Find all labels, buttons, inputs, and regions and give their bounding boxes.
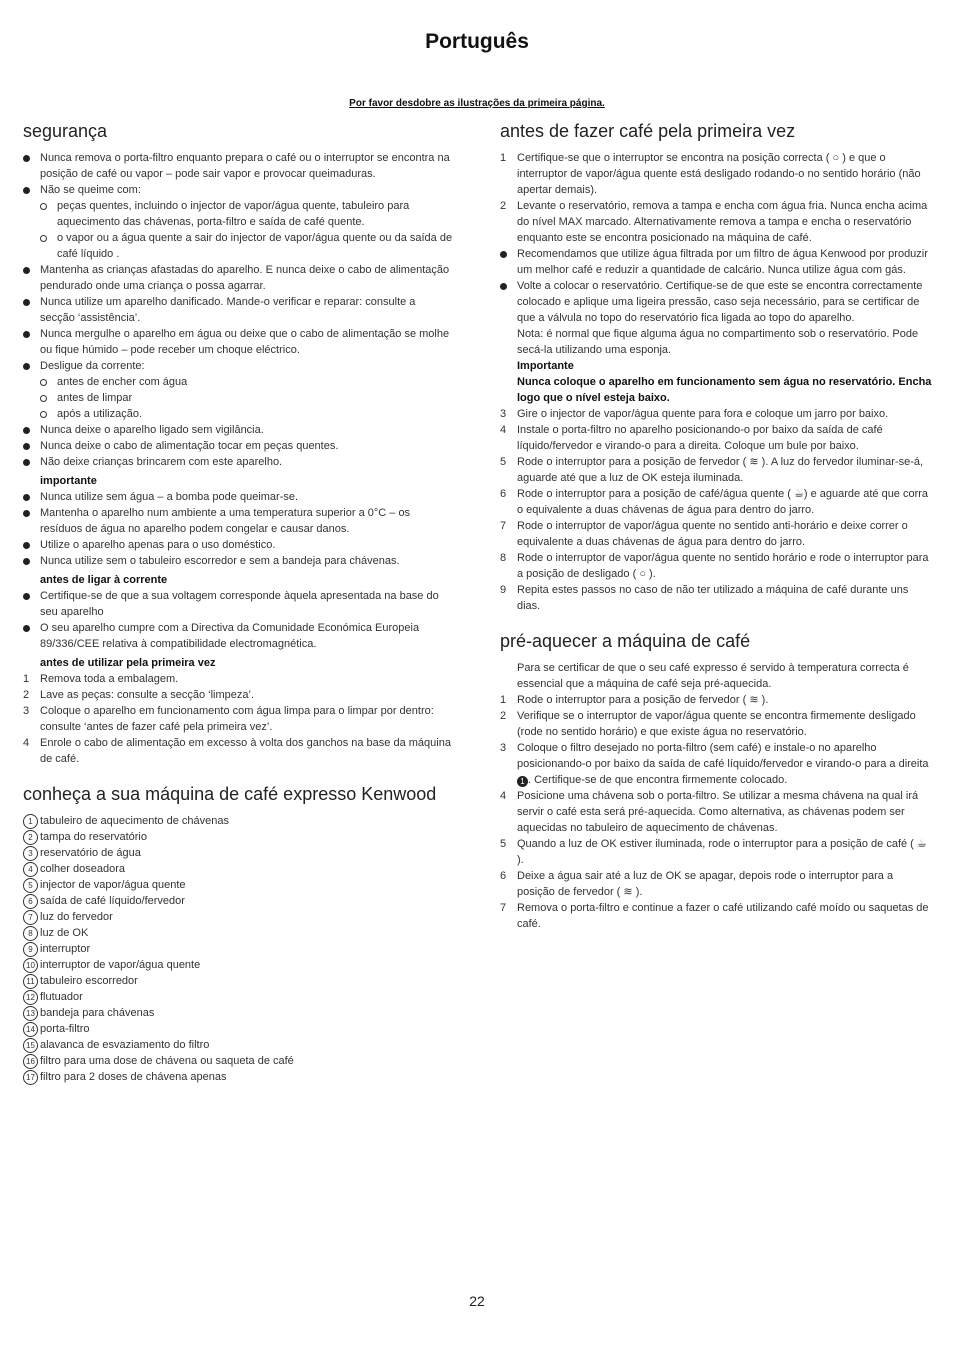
bullet-text: Volte a colocar o reservatório. Certifique-se de que este se encontra correctamente colocado e aplique uma ligeira pressão, caso seja necessário, para se certificar de que a válvula no topo do reservatório fica ligada ao topo do aparelho. — [517, 280, 923, 324]
part-number-badge: 14 — [23, 1022, 38, 1037]
step-item — [500, 550, 932, 582]
unfold-note: Por favor desdobre as ilustrações da primeira página. — [349, 98, 605, 109]
bullet-text: Nunca mergulhe o aparelho em água ou deixe que o cabo de alimentação se molhe ou fique húmido – pode receber um choque eléctrico. — [40, 328, 450, 356]
bullet-item — [23, 182, 453, 198]
part-label: interruptor de vapor/água quente — [40, 959, 201, 971]
part-number-badge: 4 — [23, 862, 38, 877]
bullet-text: Mantenha as crianças afastadas do aparelho. E nunca deixe o cabo de alimentação pendurado onde uma criança o possa agarrar. — [40, 264, 450, 292]
step-text: Instale o porta-filtro no aparelho posicionando-o por baixo da saída de café líquido/fervedor e virando-o para a direita. Coloque um bule por baixo. — [517, 424, 883, 452]
step-text: Rode o interruptor para a posição de fervedor ( — [517, 456, 747, 468]
part-label: bandeja para chávenas — [40, 1007, 155, 1019]
part-item — [23, 877, 453, 893]
hollow-bullet-icon — [40, 235, 47, 242]
part-label: saída de café líquido/fervedor — [40, 895, 185, 907]
part-number-badge: 9 — [23, 942, 38, 957]
part-item — [23, 1021, 453, 1037]
step-item — [500, 582, 932, 614]
part-item — [23, 909, 453, 925]
step-item — [500, 692, 932, 708]
hollow-bullet-icon — [40, 411, 47, 418]
bullet-text: Nunca deixe o aparelho ligado sem vigilância. — [40, 424, 264, 436]
bullet-icon — [23, 459, 30, 466]
bullet-text: peças quentes, incluindo o injector de vapor/água quente, tabuleiro para aquecimento das chávenas, porta-filtro e saída de café quente. — [57, 200, 410, 228]
bullet-text: Nunca remova o porta-filtro enquanto prepara o café ou o interruptor se encontra na posição de café ou vapor – pode sair vapor e provocar queimaduras. — [40, 152, 450, 180]
part-number-badge: 2 — [23, 830, 38, 845]
part-number-badge: 6 — [23, 894, 38, 909]
bullet-text: Nunca utilize um aparelho danificado. Mande-o verificar e reparar: consulte a secção ‘assistência’. — [40, 296, 416, 324]
bullet-text: Nunca utilize sem água – a bomba pode queimar-se. — [40, 491, 299, 503]
step-text: ). — [761, 694, 769, 706]
ligar-label: antes de ligar à corrente — [40, 574, 168, 586]
part-number-badge: 7 — [23, 910, 38, 925]
bullet-icon — [23, 625, 30, 632]
bullet-icon — [23, 593, 30, 600]
step-number: 8 — [500, 552, 507, 564]
step-number: 3 — [500, 742, 507, 754]
bullet-text: Desligue da corrente: — [40, 360, 145, 372]
boiler-symbol-icon: ≋ — [749, 456, 759, 468]
bullet-icon — [500, 251, 507, 258]
bullet-icon — [23, 427, 30, 434]
step-number: 2 — [500, 200, 507, 212]
part-item — [23, 1053, 453, 1069]
part-number-badge: 15 — [23, 1038, 38, 1053]
part-label: colher doseadora — [40, 863, 126, 875]
step-item — [23, 735, 453, 767]
step-item — [23, 687, 453, 703]
step-text: ). — [517, 854, 524, 866]
step-number: 5 — [500, 838, 507, 850]
step-number: 7 — [500, 902, 507, 914]
section-heading-conheca: conheça a sua máquina de café expresso Kenwood — [23, 784, 437, 804]
step-item — [500, 454, 932, 486]
sub-bullet-item — [40, 374, 453, 390]
importante-label: Importante — [517, 360, 574, 372]
part-label: alavanca de esvaziamento do filtro — [40, 1039, 210, 1051]
part-label: tabuleiro escorredor — [40, 975, 138, 987]
part-item — [23, 1005, 453, 1021]
bullet-icon — [23, 494, 30, 501]
importante-label: importante — [40, 475, 97, 487]
bullet-icon — [23, 187, 30, 194]
step-number: 1 — [23, 673, 30, 685]
step-item — [500, 198, 932, 246]
part-number-badge: 5 — [23, 878, 38, 893]
step-number: 4 — [500, 424, 507, 436]
step-text: Coloque o aparelho em funcionamento com água limpa para o limpar por dentro: consulte ‘antes de fazer café pela primeira vez’. — [40, 705, 434, 733]
boiler-symbol-icon: ≋ — [749, 694, 759, 706]
part-label: tabuleiro de aquecimento de chávenas — [40, 815, 229, 827]
coffee-cup-icon: ☕ — [794, 488, 804, 500]
bullet-text: Nunca deixe o cabo de alimentação tocar em peças quentes. — [40, 440, 339, 452]
bullet-icon — [23, 558, 30, 565]
bullet-text: Não deixe crianças brincarem com este aparelho. — [40, 456, 283, 468]
step-text: Deixe a água sair até a luz de OK se apagar, depois rode o interruptor para a posição de fervedor ( — [517, 870, 894, 898]
section-heading-seguranca: segurança — [23, 121, 108, 141]
step-number: 5 — [500, 456, 507, 468]
step-text: Lave as peças: consulte a secção ‘limpeza’. — [40, 689, 255, 701]
bullet-text: Recomendamos que utilize água filtrada por um filtro de água Kenwood por produzir um melhor café e reduzir a quantidade de calcário. Nunca utilize água com gás. — [517, 248, 928, 276]
boiler-symbol-icon: ≋ — [623, 886, 633, 898]
off-symbol-icon: ○ — [832, 152, 840, 164]
sub-bullet-item — [40, 406, 453, 422]
bullet-item — [23, 150, 453, 182]
bullet-item — [23, 505, 453, 537]
sub-bullet-item — [40, 390, 453, 406]
bullet-text: antes de encher com água — [57, 376, 188, 388]
step-item — [500, 836, 932, 868]
part-label: interruptor — [40, 943, 91, 955]
part-item — [23, 829, 453, 845]
part-item — [23, 957, 453, 973]
bullet-text: Não se queime com: — [40, 184, 141, 196]
bullet-text: após a utilização. — [57, 408, 142, 420]
step-item — [500, 740, 932, 788]
step-text: Gire o injector de vapor/água quente para fora e coloque um jarro por baixo. — [517, 408, 889, 420]
bullet-text: Mantenha o aparelho num ambiente a uma temperatura superior a 0°C – os resíduos de água no aparelho podem congelar e causar danos. — [40, 507, 411, 535]
bullet-icon — [23, 299, 30, 306]
step-text: Rode o interruptor de vapor/água quente no sentido horário e rode o interruptor para a posição de desligado ( — [517, 552, 929, 580]
step-item — [23, 703, 453, 735]
note-text: Nota: é normal que fique alguma água no compartimento sob o reservatório. Pode secá-la utilizando uma esponja. — [517, 328, 919, 356]
step-text: ). A luz do fervedor iluminar-se-á, aguarde até que a luz de OK esteja iluminada. — [517, 456, 924, 484]
bullet-item — [23, 422, 453, 438]
part-item — [23, 1037, 453, 1053]
bullet-icon — [23, 155, 30, 162]
part-label: flutuador — [40, 991, 83, 1003]
step-text: ) e aguarde até que corra o equivalente a duas chávenas de água para dentro do jarro. — [517, 488, 929, 516]
step-item — [500, 422, 932, 454]
bullet-item — [23, 326, 453, 358]
step-number: 6 — [500, 488, 507, 500]
part-item — [23, 941, 453, 957]
step-item — [500, 900, 932, 932]
bullet-item — [23, 620, 453, 652]
step-number: 2 — [500, 710, 507, 722]
step-number: 4 — [500, 790, 507, 802]
bullet-text: Utilize o aparelho apenas para o uso doméstico. — [40, 539, 276, 551]
part-label: porta-filtro — [40, 1023, 90, 1035]
step-number: 9 — [500, 584, 507, 596]
step-number: 4 — [23, 737, 30, 749]
sub-bullet-item — [40, 230, 453, 262]
step-number: 2 — [23, 689, 30, 701]
bullet-text: O seu aparelho cumpre com a Directiva da Comunidade Económica Europeia 89/336/CEE relativa à compatibilidade electromagnética. — [40, 622, 420, 650]
page-title: Português — [425, 30, 529, 53]
step-item — [500, 788, 932, 836]
part-number-badge: 16 — [23, 1054, 38, 1069]
bullet-icon — [23, 331, 30, 338]
step-text: Certifique-se que o interruptor se encontra na posição correcta ( — [517, 152, 830, 164]
part-number-badge: 17 — [23, 1070, 38, 1085]
step-number: 3 — [500, 408, 507, 420]
part-item — [23, 861, 453, 877]
figure-reference-badge: 1 — [517, 776, 528, 787]
step-text: Rode o interruptor para a posição de fervedor ( — [517, 694, 747, 706]
step-text: Rode o interruptor de vapor/água quente no sentido anti-horário e deixe correr o equivalente a duas chávenas de água para dentro do jarro. — [517, 520, 908, 548]
hollow-bullet-icon — [40, 379, 47, 386]
step-text: . Certifique-se de que encontra firmemente colocado. — [528, 774, 788, 786]
part-number-badge: 10 — [23, 958, 38, 973]
bullet-item — [23, 438, 453, 454]
part-item — [23, 1069, 453, 1085]
step-text: Enrole o cabo de alimentação em excesso à volta dos ganchos na base da máquina de café. — [40, 737, 451, 765]
part-item — [23, 893, 453, 909]
part-number-badge: 3 — [23, 846, 38, 861]
bullet-item — [23, 294, 453, 326]
bullet-icon — [23, 267, 30, 274]
right-column — [500, 120, 932, 932]
off-symbol-icon: ○ — [639, 568, 646, 580]
bullet-item — [23, 588, 453, 620]
part-label: injector de vapor/água quente — [40, 879, 186, 891]
bullet-item — [23, 537, 453, 553]
step-text: Quando a luz de OK estiver iluminada, rode o interruptor para a posição de café ( — [517, 838, 914, 850]
left-column — [23, 120, 453, 1085]
intro-text: Para se certificar de que o seu café expresso é servido à temperatura correcta é essencial que a máquina de café seja pré-aquecida. — [517, 662, 909, 690]
page-number: 22 — [469, 1293, 485, 1309]
bullet-text: Nunca utilize sem o tabuleiro escorredor e sem a bandeja para chávenas. — [40, 555, 400, 567]
step-item — [500, 868, 932, 900]
step-text: Verifique se o interruptor de vapor/água quente se encontra firmemente desligado (rode no sentido horário) e que existe água no reservatório. — [517, 710, 916, 738]
part-item — [23, 845, 453, 861]
bullet-text: o vapor ou a água quente a sair do injector de vapor/água quente ou da saída de café líquido . — [57, 232, 453, 260]
part-item — [23, 925, 453, 941]
step-item — [500, 406, 932, 422]
bullet-item — [23, 553, 453, 569]
part-label: filtro para 2 doses de chávena apenas — [40, 1071, 227, 1083]
bullet-icon — [23, 542, 30, 549]
bullet-item — [500, 278, 932, 326]
bullet-item — [23, 454, 453, 470]
step-text: Levante o reservatório, remova a tampa e encha com água fria. Nunca encha acima do nível MAX marcado. Alternativamente remova a tampa e encha o reservatório enquanto este se encontra posicionado na máquina de café. — [517, 200, 928, 244]
bullet-item — [23, 358, 453, 374]
part-label: luz de OK — [40, 927, 89, 939]
bullet-text: Certifique-se de que a sua voltagem corresponde àquela apresentada na base do seu aparelho — [40, 590, 439, 618]
step-text: Remova o porta-filtro e continue a fazer o café utilizando café moído ou saquetas de café. — [517, 902, 929, 930]
part-item — [23, 813, 453, 829]
step-number: 3 — [23, 705, 30, 717]
step-item — [500, 150, 932, 198]
step-number: 6 — [500, 870, 507, 882]
bullet-icon — [23, 510, 30, 517]
step-text: Repita estes passos no caso de não ter utilizado a máquina de café durante uns dias. — [517, 584, 909, 612]
part-label: tampa do reservatório — [40, 831, 147, 843]
part-item — [23, 973, 453, 989]
hollow-bullet-icon — [40, 395, 47, 402]
bullet-item — [23, 489, 453, 505]
step-text: Coloque o filtro desejado no porta-filtro (sem café) e instale-o no aparelho posicionando-o por baixo da saída de café líquido/fervedor e virando-o para a direita — [517, 742, 929, 770]
bullet-item — [23, 262, 453, 294]
part-number-badge: 1 — [23, 814, 38, 829]
primeira-label: antes de utilizar pela primeira vez — [40, 657, 216, 669]
bullet-text: antes de limpar — [57, 392, 133, 404]
part-label: reservatório de água — [40, 847, 141, 859]
part-label: luz do fervedor — [40, 911, 113, 923]
step-item — [500, 486, 932, 518]
part-item — [23, 989, 453, 1005]
bullet-icon — [23, 443, 30, 450]
step-item — [23, 671, 453, 687]
step-text: Rode o interruptor para a posição de café/água quente ( — [517, 488, 791, 500]
part-number-badge: 11 — [23, 974, 38, 989]
part-number-badge: 12 — [23, 990, 38, 1005]
step-item — [500, 708, 932, 740]
step-text: ). — [649, 568, 656, 580]
step-text: Remova toda a embalagem. — [40, 673, 179, 685]
bullet-icon — [23, 363, 30, 370]
section-heading-preaquecer: pré-aquecer a máquina de café — [500, 631, 751, 651]
step-number: 1 — [500, 694, 507, 706]
step-text: ) e que o interruptor de vapor/água quente está desligado rodando-o no sentido horário (não apertar demais). — [517, 152, 921, 196]
step-text: Posicione uma chávena sob o porta-filtro. Se utilizar a mesma chávena na qual irá servir o café esta será pré-aquecida. Como alternativa, as chávenas podem ser aquecidas no tabuleiro de aquecimento de chávenas. — [517, 790, 919, 834]
step-number: 1 — [500, 152, 507, 164]
sub-bullet-item — [40, 198, 453, 230]
coffee-cup-icon: ☕ — [916, 838, 927, 850]
part-number-badge: 8 — [23, 926, 38, 941]
importante-text: Nunca coloque o aparelho em funcionamento sem água no reservatório. Encha logo que o nível esteja baixo. — [517, 376, 932, 404]
step-number: 7 — [500, 520, 507, 532]
bullet-item — [500, 246, 932, 278]
step-text: ). — [635, 886, 643, 898]
part-number-badge: 13 — [23, 1006, 38, 1021]
step-item — [500, 518, 932, 550]
bullet-icon — [500, 283, 507, 290]
hollow-bullet-icon — [40, 203, 47, 210]
section-heading-antes: antes de fazer café pela primeira vez — [500, 121, 796, 141]
part-label: filtro para uma dose de chávena ou saqueta de café — [40, 1055, 294, 1067]
